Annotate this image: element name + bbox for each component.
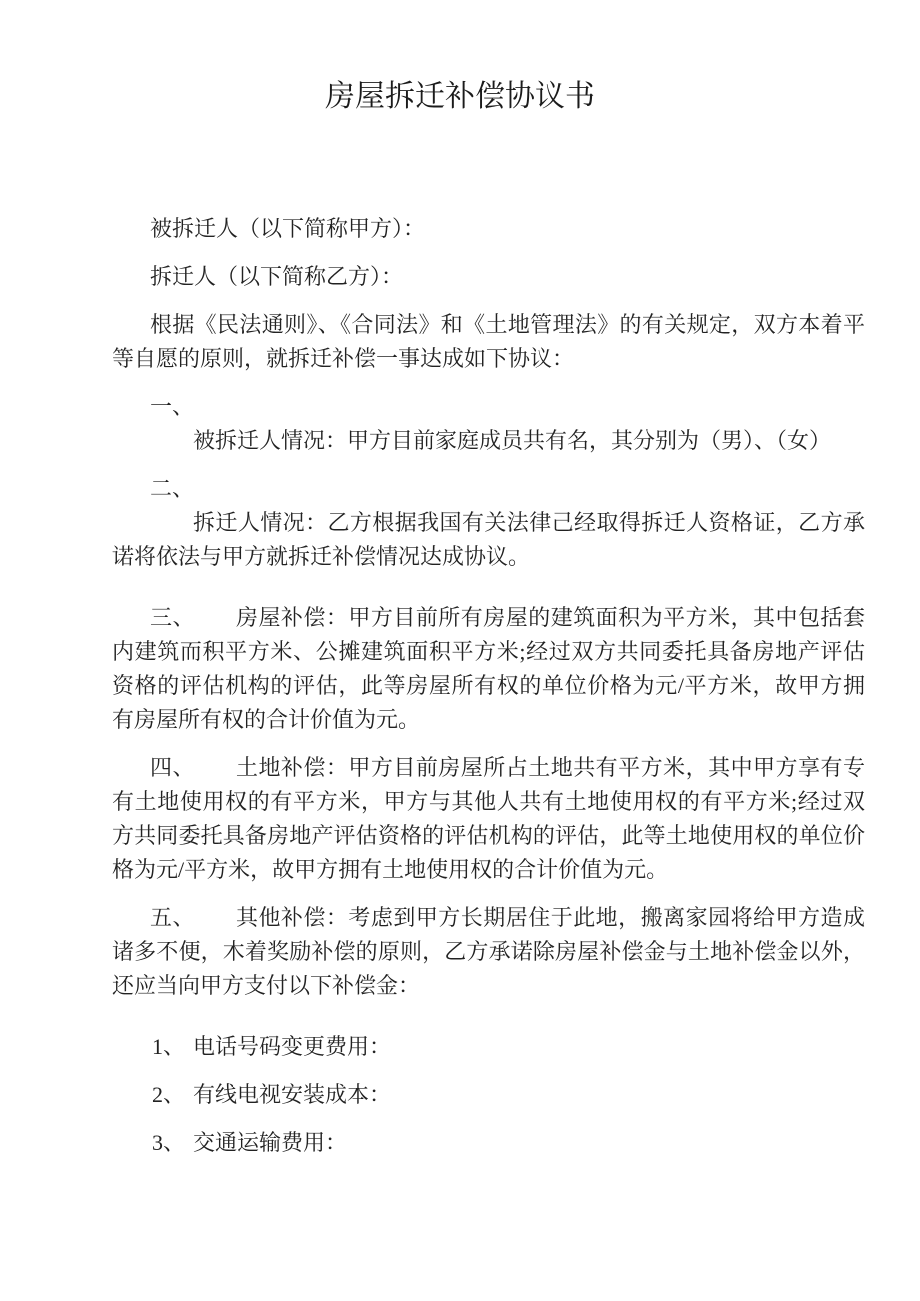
list-item-2	[112, 1078, 865, 1112]
list-item-3	[112, 1126, 865, 1160]
legal-basis-paragraph: 根据《民法通则》、《合同法》和《土地管理法》的有关规定，双方本着平等自愿的原则，就拆迁补偿一事达成如下协议：	[112, 312, 865, 371]
section-5-number: 五、	[150, 905, 195, 930]
section-3-body: 房屋补偿：甲方目前所有房屋的建筑面积为平方米，其中包括套内建筑而积平方米、公摊建筑面积平方米;经过双方共同委托具备房地产评估资格的评估机构的评估，此等房屋所有权的单位价格为元/平方米，故甲方拥有房屋所有权的合计价值为元。	[112, 605, 865, 732]
list-item-1-text: 电话号码变更费用：	[193, 1034, 392, 1059]
section-2-number: 二、	[150, 476, 195, 501]
list-item-1	[112, 1030, 865, 1064]
list-item-3-number: 3、	[152, 1130, 186, 1155]
section-2-body: 拆迁人情况：乙方根据我国有关法律己经取得拆迁人资格证，乙方承诺将依法与甲方就拆迁补偿情况达成协议。	[112, 510, 865, 569]
list-item-2-text: 有线电视安装成本：	[193, 1082, 392, 1107]
list-item-3-text: 交通运输费用：	[193, 1130, 348, 1155]
section-4-paragraph	[112, 751, 865, 887]
section-5-body: 其他补偿：考虑到甲方长期居住于此地，搬离家园将给甲方造成诸多不便，木着奖励补偿的原则，乙方承诺除房屋补偿金与土地补偿金以外，还应当向甲方支付以下补偿金：	[112, 905, 865, 998]
section-3-paragraph	[112, 601, 865, 737]
section-4-number: 四、	[150, 755, 195, 780]
section-5-paragraph	[112, 901, 865, 1003]
list-item-1-number: 1、	[152, 1034, 186, 1059]
section-4-body: 土地补偿：甲方目前房屋所占土地共有平方米，其中甲方享有专有土地使用权的有平方米，甲方与其他人共有土地使用权的有平方米;经过双方共同委托具备房地产评估资格的评估机构的评估，此等土地使用权的单位价格为元/平方米，故甲方拥有土地使用权的合计价值为元。	[112, 755, 865, 882]
document-body	[0, 115, 920, 1160]
section-1-number: 一、	[150, 394, 195, 419]
party-b-line: 拆迁人（以下简称乙方）：	[150, 264, 404, 289]
section-1-body: 被拆迁人情况：甲方目前家庭成员共有名，其分别为（男）、（女）	[193, 428, 832, 453]
document-title: 房屋拆迁补偿协议书	[325, 80, 595, 113]
party-a-line: 被拆迁人（以下简称甲方）：	[150, 216, 426, 241]
section-3-number: 三、	[150, 605, 195, 630]
list-item-2-number: 2、	[152, 1082, 186, 1107]
